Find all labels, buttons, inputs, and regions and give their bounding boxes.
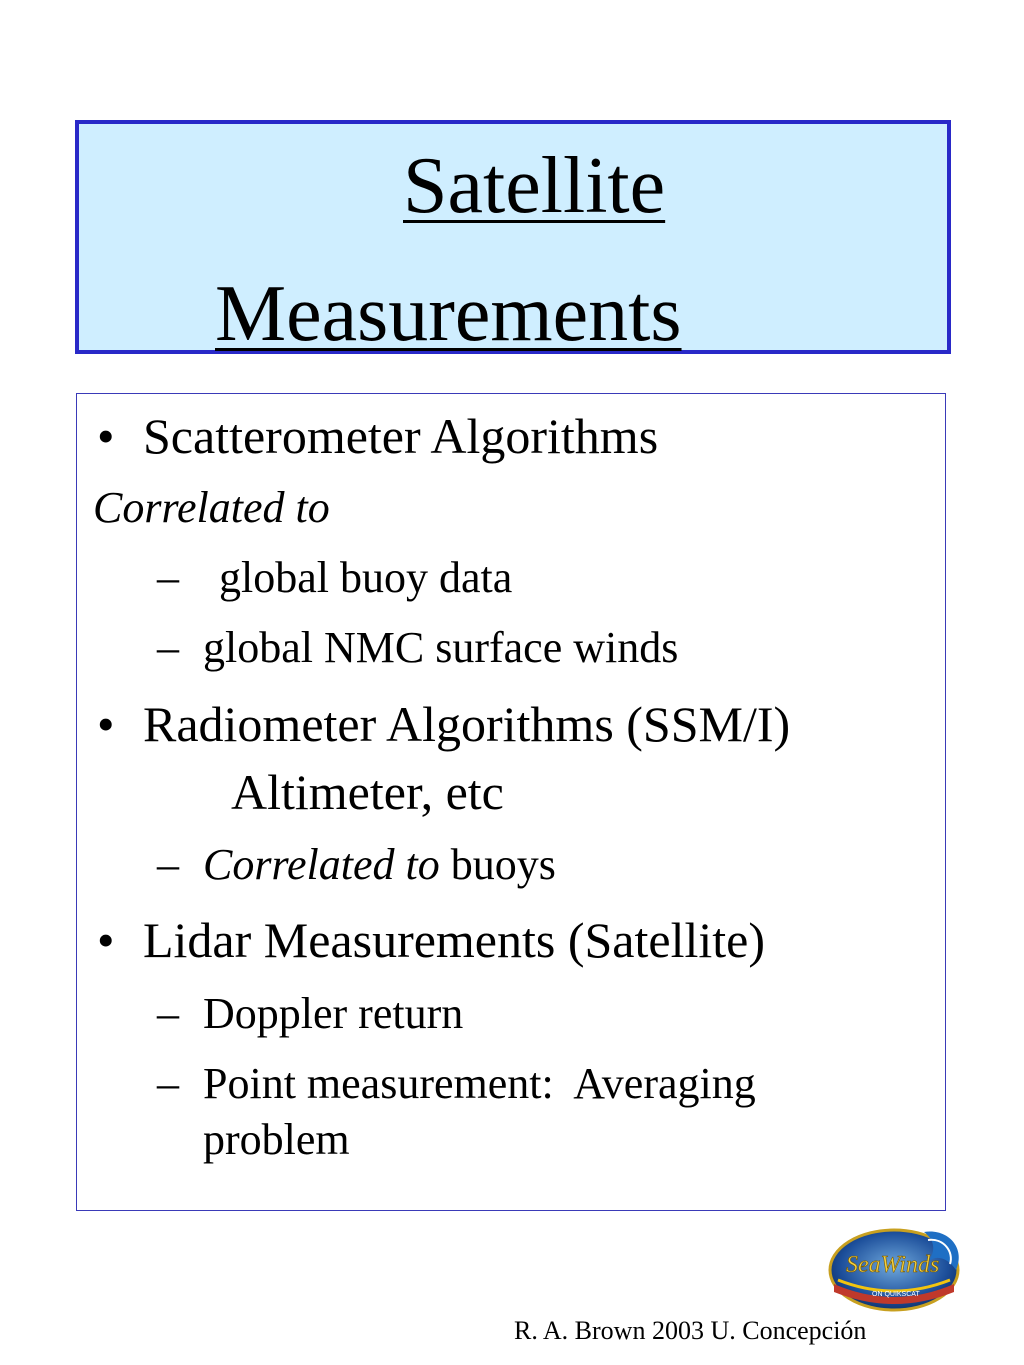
correlated-label: Correlated to — [93, 483, 330, 532]
bullet-marker: • — [97, 408, 115, 464]
logo-subtext: ON QUIKSCAT — [872, 1291, 920, 1298]
bullet-radiometer-text: Radiometer Algorithms (SSM/I) — [143, 696, 791, 752]
sub-item-point-measurement-continuation: problem — [203, 1115, 350, 1164]
content-panel — [76, 393, 946, 1211]
sub-item-doppler-text: Doppler return — [203, 989, 464, 1038]
bullet-lidar-text: Lidar Measurements (Satellite) — [143, 912, 765, 968]
sub-item-nmc-winds-text: global NMC surface winds — [203, 623, 679, 672]
slide-title-line-2: Measurements — [215, 270, 682, 358]
dash-marker: – — [157, 989, 179, 1038]
slide-title-line-1: Satellite — [403, 142, 666, 230]
buoys-text: buoys — [439, 840, 556, 889]
bullet-scatterometer-text: Scatterometer Algorithms — [143, 408, 659, 464]
seawinds-logo — [828, 1222, 968, 1314]
seawinds-logo-graphic — [828, 1222, 968, 1314]
sub-item-correlated-buoys-text — [203, 840, 556, 889]
footer-credit: R. A. Brown 2003 U. Concepción — [514, 1316, 867, 1345]
correlated-italic-text: Correlated to — [203, 840, 440, 889]
title-banner — [75, 120, 951, 358]
bullet-marker: • — [97, 696, 115, 752]
dash-marker: – — [157, 553, 179, 602]
sub-item-point-measurement-text: Point measurement: Averaging — [203, 1059, 756, 1108]
dash-marker: – — [157, 623, 179, 672]
sub-item-buoy-data-text: global buoy data — [219, 553, 513, 602]
dash-marker: – — [157, 1059, 179, 1108]
bullet-radiometer-continuation: Altimeter, etc — [231, 764, 504, 820]
logo-text: SeaWinds — [846, 1252, 940, 1278]
dash-marker: – — [157, 840, 179, 889]
bullet-marker: • — [97, 912, 115, 968]
